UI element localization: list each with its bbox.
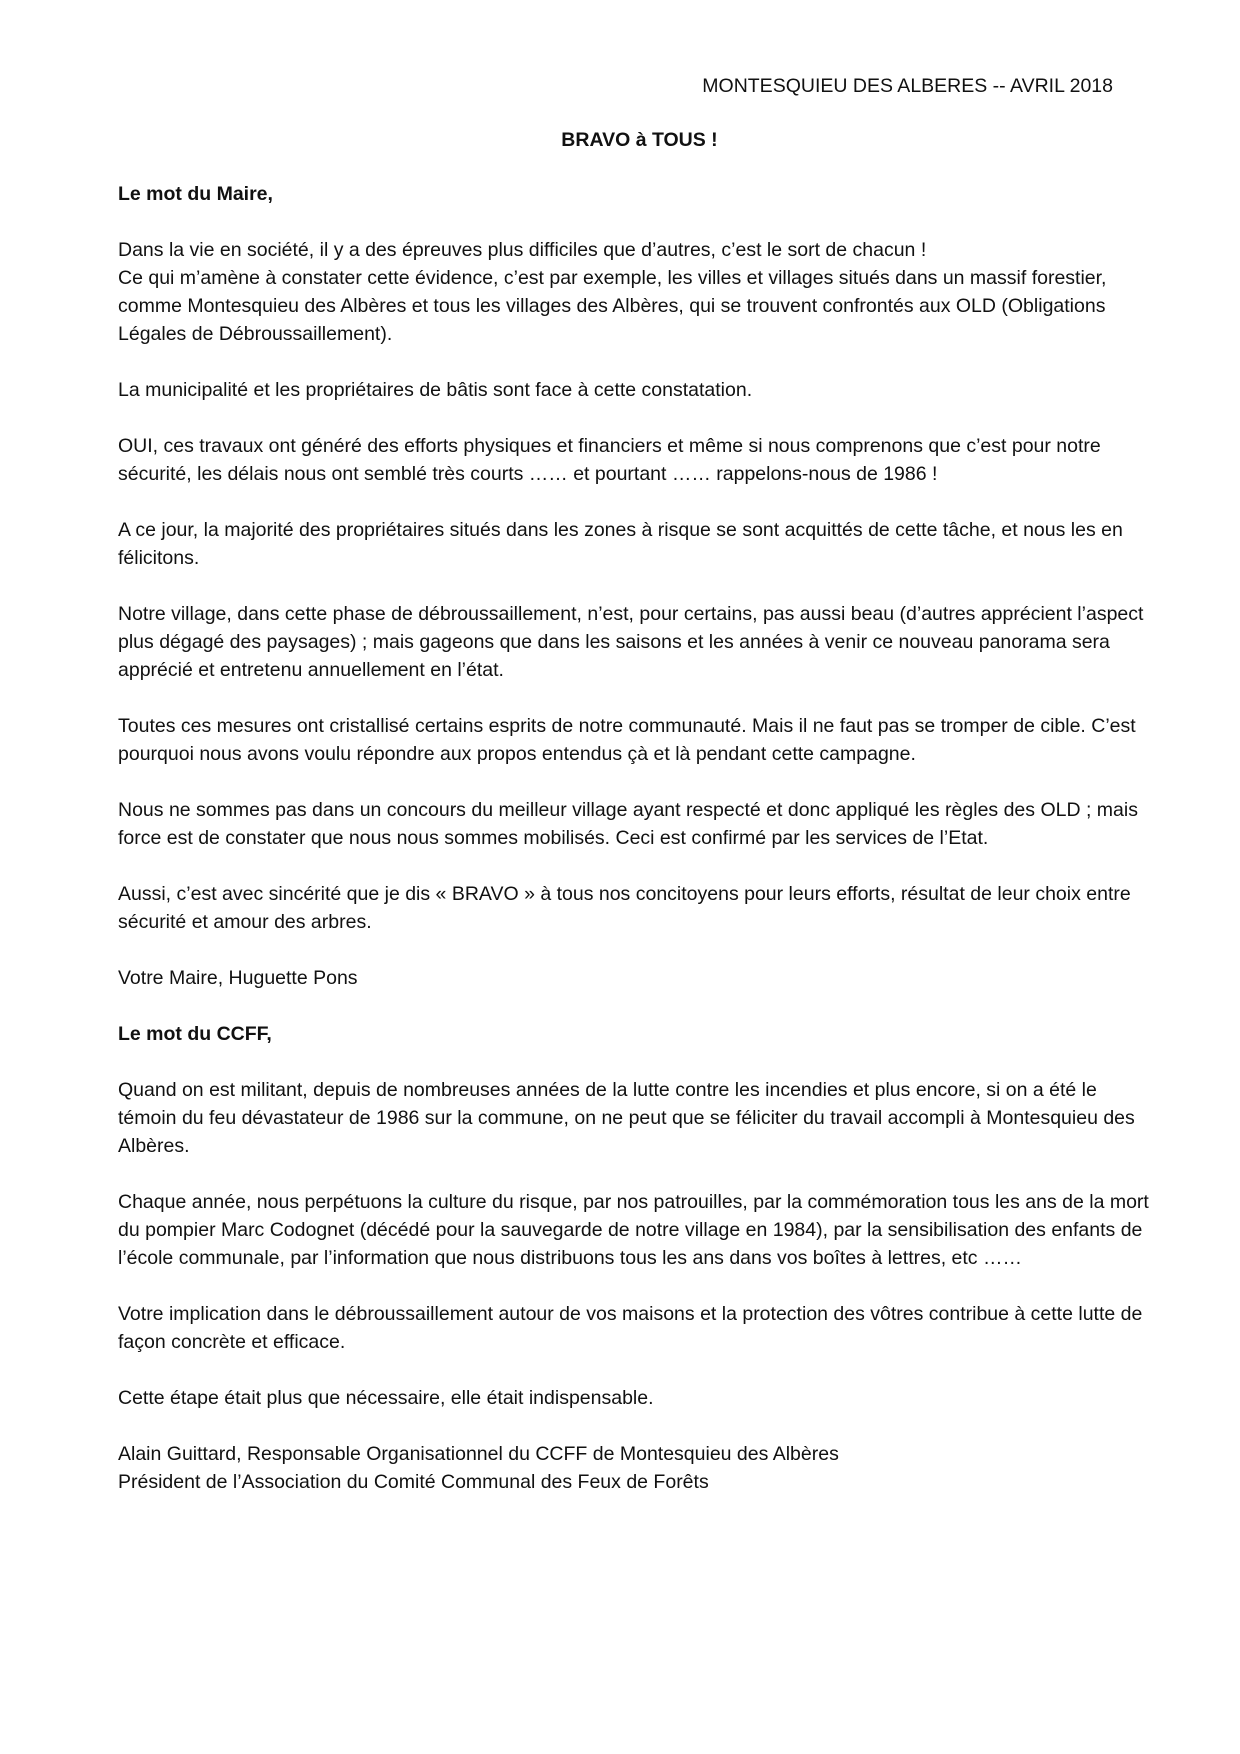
mayor-paragraph: Notre village, dans cette phase de débroussaillement, n’est, pour certains, pas aussi beau (d’autres apprécient l’aspect plus dégagé des paysages) ; mais gageons que dans les saisons et les années à venir ce nouveau panorama sera apprécié et entretenu annuellement en l’état. [118, 603, 1144, 681]
mayor-paragraph: Ce qui m’amène à constater cette évidence, c’est par exemple, les villes et villages situés dans un massif forestier, comme Montesquieu des Albères et tous les villages des Albères, qui se trouvent confrontés aux OLD (Obligations Légales de Débroussaillement). [118, 267, 1107, 345]
ccff-signature-line: Président de l’Association du Comité Communal des Feux de Forêts [118, 1471, 709, 1493]
mayor-paragraph: A ce jour, la majorité des propriétaires situés dans les zones à risque se sont acquittés de cette tâche, et nous les en félicitons. [118, 519, 1123, 569]
ccff-signature-line: Alain Guittard, Responsable Organisationnel du CCFF de Montesquieu des Albères [118, 1443, 839, 1465]
letter-title: BRAVO à TOUS ! [561, 129, 718, 151]
place-date-line: MONTESQUIEU DES ALBERES -- AVRIL 2018 [702, 75, 1113, 97]
letter-page [118, 72, 1153, 1496]
mayor-signature: Votre Maire, Huguette Pons [118, 967, 358, 989]
ccff-paragraph: Cette étape était plus que nécessaire, elle était indispensable. [118, 1387, 654, 1409]
ccff-paragraph: Quand on est militant, depuis de nombreuses années de la lutte contre les incendies et plus encore, si on a été le témoin du feu dévastateur de 1986 sur la commune, on ne peut que se féliciter du travail accompli à Montesquieu des Albères. [118, 1079, 1135, 1157]
mayor-intro-block [118, 236, 1153, 348]
mayor-paragraph: La municipalité et les propriétaires de bâtis sont face à cette constatation. [118, 379, 753, 401]
ccff-heading: Le mot du CCFF, [118, 1023, 272, 1045]
ccff-section [118, 1020, 1153, 1496]
ccff-paragraph: Votre implication dans le débroussaillement autour de vos maisons et la protection des vôtres contribue à cette lutte de façon concrète et efficace. [118, 1303, 1143, 1353]
mayor-heading: Le mot du Maire, [118, 183, 273, 205]
ccff-signature [118, 1440, 1153, 1496]
mayor-paragraph: OUI, ces travaux ont généré des efforts physiques et financiers et même si nous comprenons que c’est pour notre sécurité, les délais nous ont semblé très courts …… et pourtant …… rappelons-nous de 1986 ! [118, 435, 1101, 485]
mayor-paragraph: Toutes ces mesures ont cristallisé certains esprits de notre communauté. Mais il ne faut pas se tromper de cible. C’est pourquoi nous avons voulu répondre aux propos entendus çà et là pendant cette campagne. [118, 715, 1136, 765]
mayor-paragraph: Nous ne sommes pas dans un concours du meilleur village ayant respecté et donc appliqué les règles des OLD ; mais force est de constater que nous nous sommes mobilisés. Ceci est confirmé par les services de l’Etat. [118, 799, 1138, 849]
mayor-paragraph: Dans la vie en société, il y a des épreuves plus difficiles que d’autres, c’est le sort de chacun ! [118, 239, 927, 261]
mayor-section [118, 180, 1153, 992]
mayor-paragraph: Aussi, c’est avec sincérité que je dis « BRAVO » à tous nos concitoyens pour leurs efforts, résultat de leur choix entre sécurité et amour des arbres. [118, 883, 1131, 933]
ccff-paragraph: Chaque année, nous perpétuons la culture du risque, par nos patrouilles, par la commémoration tous les ans de la mort du pompier Marc Codognet (décédé pour la sauvegarde de notre village en 1984), par la sensibilisation des enfants de l’école communale, par l’information que nous distribuons tous les ans dans vos boîtes à lettres, etc …… [118, 1191, 1149, 1269]
